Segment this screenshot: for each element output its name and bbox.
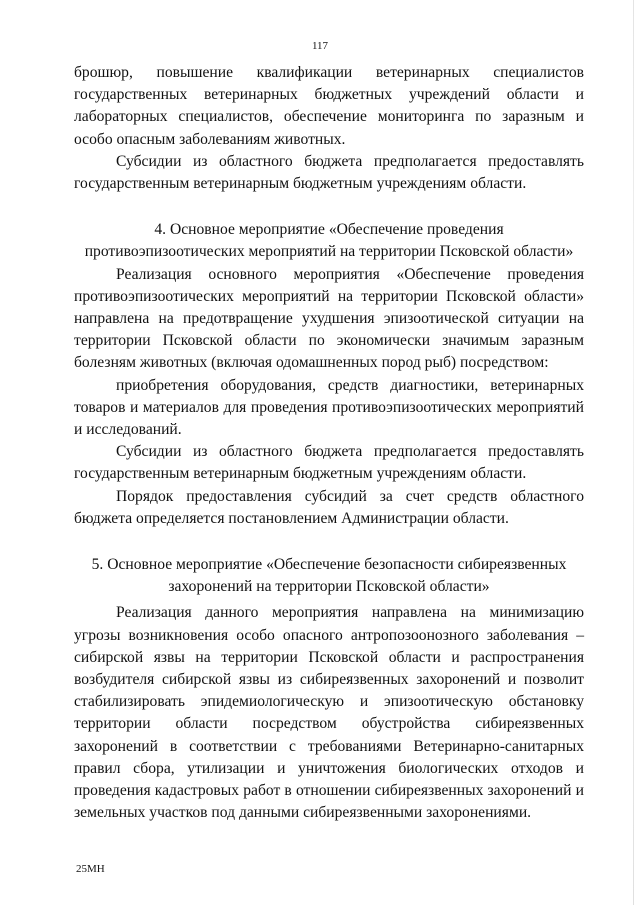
footer-code: 25МН: [76, 863, 105, 875]
spacer: [74, 195, 584, 219]
section-4-heading: 4. Основное мероприятие «Обеспечение проведения противоэпизоотических мероприятий на территории Псковской области»: [84, 221, 574, 261]
section-5-paragraph: Реализация данного мероприятия направлена на минимизацию угрозы возникновения особо опасного антропозоонозного заболевания – сибирской язвы на территории Псковской области и распространения возбудителя сибирской язвы из сибиреязвенных захоронений и позволит стабилизировать эпидемиологическую и эпизоотическую обстановку территории области посредством обустройства сибиреязвенных захоронений в соответствии с требованиями Ветеринарно-санитарных правил сбора, утилизации и уничтожения биологических отходов и проведения кадастровых работ в отношении сибиреязвенных захоронений и земельных участков под данными сибиреязвенными захоронениями.: [74, 604, 584, 822]
paragraph-subsidy: Субсидии из областного бюджета предполагается предоставлять государственным ветеринарным бюджетным учреждениям области.: [74, 152, 584, 193]
section-4-paragraph: Порядок предоставления субсидий за счет средств областного бюджета определяется постановлением Администрации области.: [74, 487, 584, 527]
page-number: 117: [311, 40, 329, 52]
section-4-paragraph: Реализация основного мероприятия «Обеспечение проведения противоэпизоотических мероприятий на территории Псковской области» направлена на предотвращение ухудшения эпизоотической ситуации на территории Псковской области по экономически значимым заразным болезням животных (включая одомашненных пород рыб) посредством:: [74, 265, 584, 372]
section-5-heading: 5. Основное мероприятие «Обеспечение безопасности сибиреязвенных захоронений на территории Псковской области»: [91, 556, 567, 596]
section-4-paragraph: Субсидии из областного бюджета предполагается предоставлять государственным ветеринарным бюджетным учреждениям области.: [74, 443, 584, 483]
scan-edge-line: [633, 0, 634, 905]
paragraph-continuation: брошюр, повышение квалификации ветеринарных специалистов государственных ветеринарных бюджетных учреждений области и лабораторных специалистов, обеспечение мониторинга по заразным и особо опасным заболеваниям животных.: [74, 64, 584, 148]
document-body: [74, 62, 584, 825]
spacer: [74, 530, 584, 554]
section-4-paragraph: приобретения оборудования, средств диагностики, ветеринарных товаров и материалов для проведения противоэпизоотических мероприятий и исследований.: [74, 376, 584, 439]
